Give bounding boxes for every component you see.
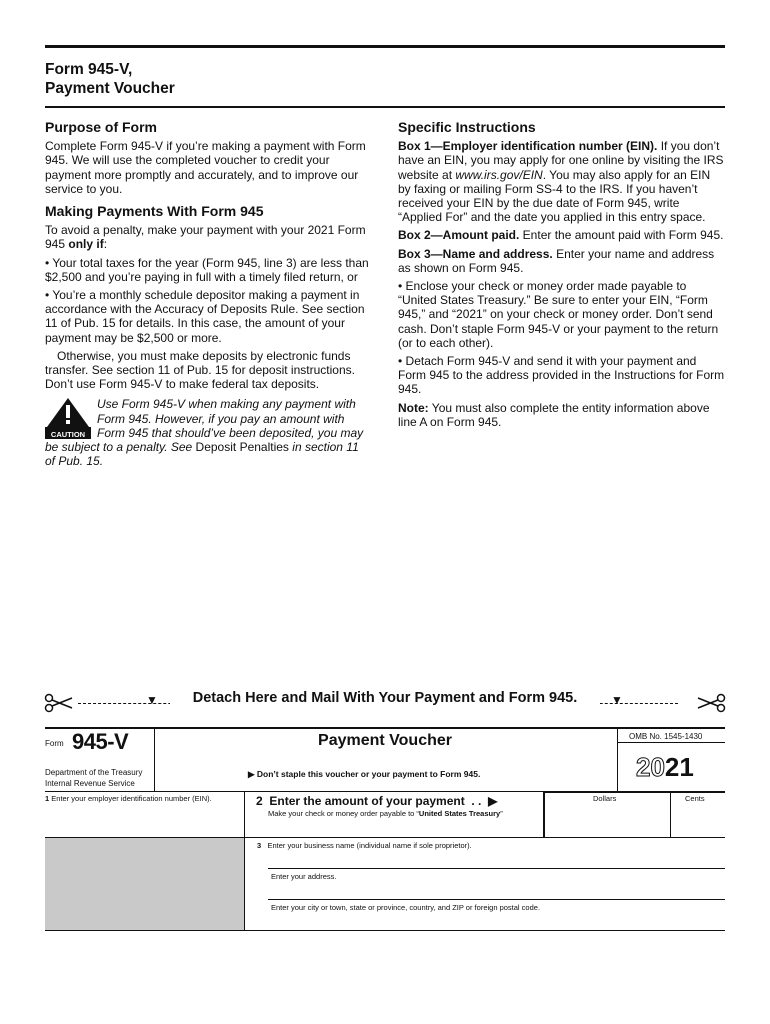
caution-block — [45, 397, 370, 468]
cents-label: Cents — [685, 794, 705, 803]
box1-label: Box 1—Employer identification number (EIN). — [398, 139, 658, 154]
box3-label: Box 3—Name and address. — [398, 246, 553, 261]
line2-dots: . . — [471, 794, 482, 808]
line2-bottom-rule — [45, 837, 725, 838]
left-bullet-2: • You’re a monthly schedule depositor making a payment in accordance with the Accuracy of Deposits Rule. See section 11 of Pub. 15 for details. In this case, the amount of your payment may be $2,500 or more. — [45, 288, 365, 345]
making-intro — [45, 223, 370, 251]
top-rule — [45, 45, 725, 48]
line1-num: 1 — [45, 794, 50, 803]
staple-note: ▶ Don’t staple this voucher or your payment to Form 945. — [248, 769, 481, 779]
dept-line-1: Department of the Treasury — [45, 768, 143, 777]
city-label: Enter your city or town, state or province, country, and ZIP or foreign postal code. — [271, 903, 541, 912]
title-rule — [45, 106, 725, 108]
dollars-label: Dollars — [593, 794, 617, 803]
tax-year-outline: 20 — [636, 752, 665, 782]
scissors-left-icon — [44, 693, 74, 718]
arrow-down-right-icon: ▼ — [611, 693, 623, 707]
making-heading: Making Payments With Form 945 — [45, 203, 264, 220]
caution-text-2: Deposit Penalties — [195, 440, 289, 455]
purpose-heading: Purpose of Form — [45, 119, 158, 135]
caution-text-3: in section 11 of Pub. 15. — [45, 440, 359, 469]
title-line-2: Payment Voucher — [45, 80, 175, 97]
arrow-down-left-icon: ▼ — [146, 693, 158, 707]
scissors-right-icon — [696, 693, 726, 718]
note-text — [398, 401, 725, 429]
right-column — [398, 120, 725, 433]
staple-note-text: Don’t staple this voucher or your payment to Form 945. — [256, 769, 481, 779]
line2-sub-b: United States Treasury — [418, 809, 501, 818]
page-title — [45, 60, 175, 98]
title-line-1: Form 945-V, — [45, 61, 133, 78]
amount-input[interactable] — [545, 793, 725, 837]
line2-sub-c: ” — [500, 809, 503, 818]
form-number: 945-V — [72, 729, 129, 754]
business-name-input[interactable] — [268, 852, 725, 868]
line3-text: Enter your business name (individual name if sole proprietor). — [267, 841, 472, 850]
name-line — [268, 868, 725, 869]
line1-label — [45, 794, 245, 804]
making-intro-text: To avoid a penalty, make your payment with your 2021 Form 945 — [45, 223, 366, 252]
voucher-title: Payment Voucher — [318, 732, 452, 749]
making-intro-end: : — [103, 237, 108, 252]
tax-year — [636, 752, 694, 783]
dept-block — [45, 767, 142, 789]
note-label: Note: — [398, 400, 429, 415]
right-header-divider — [617, 729, 618, 792]
box1-b: . You may also apply for an EIN by faxing or mailing Form SS-4 to the IRS. If you haven’t received your EIN by the due date of Form 945, write “Applied For” and the date you applied in this entry space. — [398, 167, 711, 225]
dept-line-2: Internal Revenue Service — [45, 779, 135, 788]
form-word: Form — [45, 739, 64, 748]
left-column — [45, 120, 370, 468]
line1-text: Enter your employer identification number (EIN). — [51, 794, 212, 803]
irs-ein-link: www.irs.gov/EIN — [455, 167, 543, 182]
right-bullet-2: • Detach Form 945-V and send it with your payment and Form 945 to the address provided in the Instructions for Form 945. — [398, 354, 725, 397]
box1-a: If you don’t have an EIN, you may apply for one online by visiting the IRS website at — [398, 139, 724, 182]
caution-label: CAUTION — [50, 430, 86, 440]
box2-text — [398, 228, 725, 242]
city-input[interactable] — [268, 914, 725, 930]
left-bullet-1: • Your total taxes for the year (Form 945, line 3) are less than $2,500 and you’re paying in full with a timely filed return, or — [45, 255, 369, 284]
omb-number: OMB No. 1545-1430 — [629, 732, 703, 741]
box3-text — [398, 247, 725, 275]
box3-body: Enter your name and address as shown on Form 945. — [398, 246, 715, 275]
line2-sub — [268, 809, 503, 819]
line2-label: 2 Enter the amount of your payment . . ▶ — [256, 794, 498, 808]
line2-sub-a: Make your check or money order payable to “ — [268, 809, 419, 818]
line2-num: 2 — [256, 794, 263, 808]
address-line — [268, 899, 725, 900]
caution-text-1: Use Form 945-V when making any payment with Form 945. However, if you pay an amount with Form 945 that should’ve been deposited, you may be subject to a penalty. See — [45, 397, 364, 455]
address-input[interactable] — [268, 883, 725, 899]
box1-text — [398, 139, 725, 224]
tax-year-bold: 21 — [664, 752, 694, 782]
line3-num: 3 — [257, 841, 262, 850]
note-body: You must also complete the entity information above line A on Form 945. — [398, 400, 710, 429]
ein-divider — [244, 791, 245, 931]
left-header-divider — [154, 729, 155, 792]
voucher-bottom-rule — [45, 930, 725, 931]
otherwise-text: Otherwise, you must make deposits by electronic funds transfer. See section 11 of Pub. 15 for deposit instructions. Don’t use Form 945-V to make federal tax deposits. — [45, 348, 355, 392]
purpose-text: Complete Form 945-V if you’re making a payment with Form 945. We will use the completed voucher to credit your payment more promptly and accurately, and to improve our service to you. — [45, 139, 366, 196]
box2-body: Enter the amount paid with Form 945. — [519, 228, 724, 243]
line2-text: Enter the amount of your payment — [269, 794, 465, 808]
box2-label: Box 2—Amount paid. — [398, 228, 520, 243]
right-bullet-1: • Enclose your check or money order made payable to “United States Treasury.” Be sure to enter your EIN, “Form 945,” and “2021” on your check or money order. Don’t send cash. Don’t staple Form 945-V or your payment to the return (or to each other). — [398, 279, 719, 350]
caution-icon — [45, 397, 91, 439]
making-intro-bold: only if — [68, 237, 104, 252]
ein-shaded-area — [45, 838, 244, 931]
line3-label — [257, 841, 472, 851]
detach-text: Detach Here and Mail With Your Payment and Form 945. — [170, 690, 600, 706]
specific-heading: Specific Instructions — [398, 119, 536, 135]
voucher-top-rule — [45, 727, 725, 729]
address-label: Enter your address. — [271, 872, 337, 881]
omb-rule — [617, 742, 725, 743]
